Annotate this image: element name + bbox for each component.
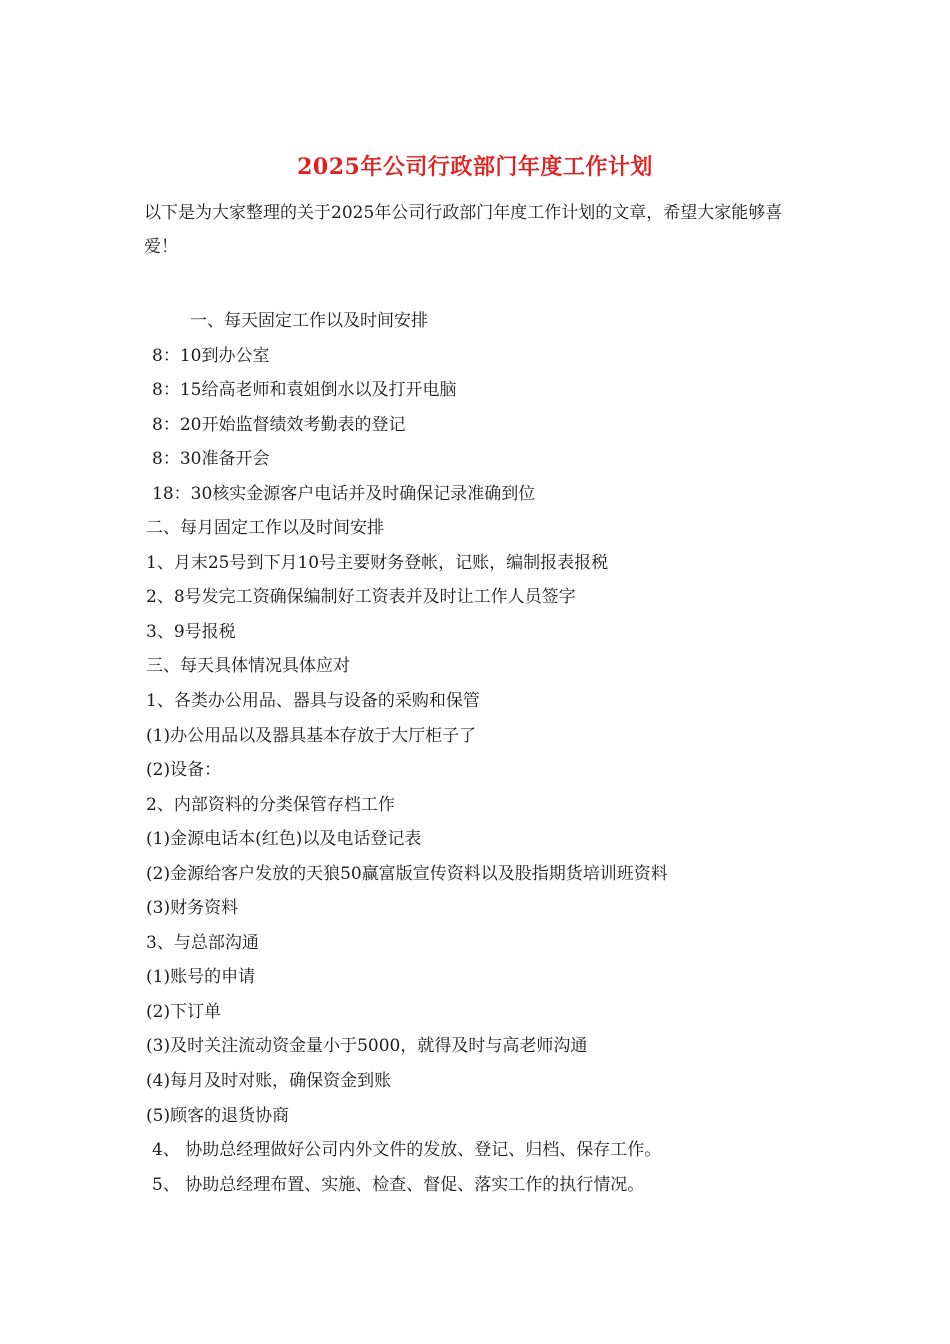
content-line-text: 18：30核实金源客户电话并及时确保记录准确到位 <box>152 483 536 504</box>
content-line-text: 8：30准备开会 <box>152 449 270 470</box>
content-line <box>0 1168 950 1203</box>
content-line-text: 8：10到办公室 <box>152 345 270 366</box>
content-line <box>0 546 950 581</box>
content-line <box>0 719 950 754</box>
content-line <box>0 1133 950 1168</box>
content-line-text: 2、8号发完工资确保编制好工资表并及时让工作人员签字 <box>146 587 576 608</box>
content-line-text: (3)财务资料 <box>146 898 239 919</box>
content-line <box>0 1099 950 1134</box>
content-line <box>0 1029 950 1064</box>
content-line <box>0 753 950 788</box>
content-line <box>0 1064 950 1099</box>
content-line-text: 8：15给高老师和袁姐倒水以及打开电脑 <box>152 380 457 401</box>
content-line <box>0 788 950 823</box>
content-line-text: (1)账号的申请 <box>146 967 256 988</box>
content-line-text: 4、 协助总经理做好公司内外文件的发放、登记、归档、保存工作。 <box>152 1140 662 1161</box>
plan-content <box>0 304 950 1202</box>
content-line-text: (3)及时关注流动资金量小于5000，就得及时与高老师沟通 <box>146 1036 588 1057</box>
content-line <box>0 442 950 477</box>
content-line-text: 三、每天具体情况具体应对 <box>146 656 350 677</box>
content-line-text: 一、每天固定工作以及时间安排 <box>190 311 428 331</box>
content-line-text: (1)金源电话本(红色)以及电话登记表 <box>146 829 422 850</box>
content-line-text: 二、每月固定工作以及时间安排 <box>146 518 384 539</box>
content-line <box>0 304 950 339</box>
document-title: 2025年公司行政部门年度工作计划 <box>297 154 653 180</box>
content-line <box>0 511 950 546</box>
content-line-text: 3、与总部沟通 <box>146 932 259 953</box>
content-line <box>0 408 950 443</box>
content-line <box>0 684 950 719</box>
content-line-text: 1、各类办公用品、器具与设备的采购和保管 <box>146 691 480 712</box>
content-line <box>0 373 950 408</box>
content-line-text: (1)办公用品以及器具基本存放于大厅柜子了 <box>146 725 477 746</box>
content-line-text: (2)设备： <box>146 760 222 781</box>
content-line <box>0 580 950 615</box>
content-line <box>0 339 950 374</box>
content-line-text: 8：20开始监督绩效考勤表的登记 <box>152 414 406 435</box>
content-line <box>0 891 950 926</box>
content-line <box>0 822 950 857</box>
content-line <box>0 615 950 650</box>
content-line-text: 1、月末25号到下月10号主要财务登帐，记账，编制报表报税 <box>146 552 609 573</box>
content-line-text: (5)顾客的退货协商 <box>146 1105 290 1126</box>
content-line <box>0 857 950 892</box>
content-line <box>0 477 950 512</box>
intro-paragraph: 以下是为大家整理的关于2025年公司行政部门年度工作计划的文章，希望大家能够喜爱！ <box>144 203 783 257</box>
content-line <box>0 960 950 995</box>
content-line <box>0 926 950 961</box>
content-line-text: 2、内部资料的分类保管存档工作 <box>146 794 395 815</box>
content-line-text: 5、 协助总经理布置、实施、检查、督促、落实工作的执行情况。 <box>152 1174 645 1195</box>
content-line <box>0 995 950 1030</box>
content-line-text: (2)下订单 <box>146 1001 222 1022</box>
content-line <box>0 649 950 684</box>
content-line-text: 3、9号报税 <box>146 621 236 642</box>
content-line-text: (2)金源给客户发放的天狼50赢富版宣传资料以及股指期货培训班资料 <box>146 863 668 884</box>
content-line-text: (4)每月及时对账，确保资金到账 <box>146 1071 392 1092</box>
